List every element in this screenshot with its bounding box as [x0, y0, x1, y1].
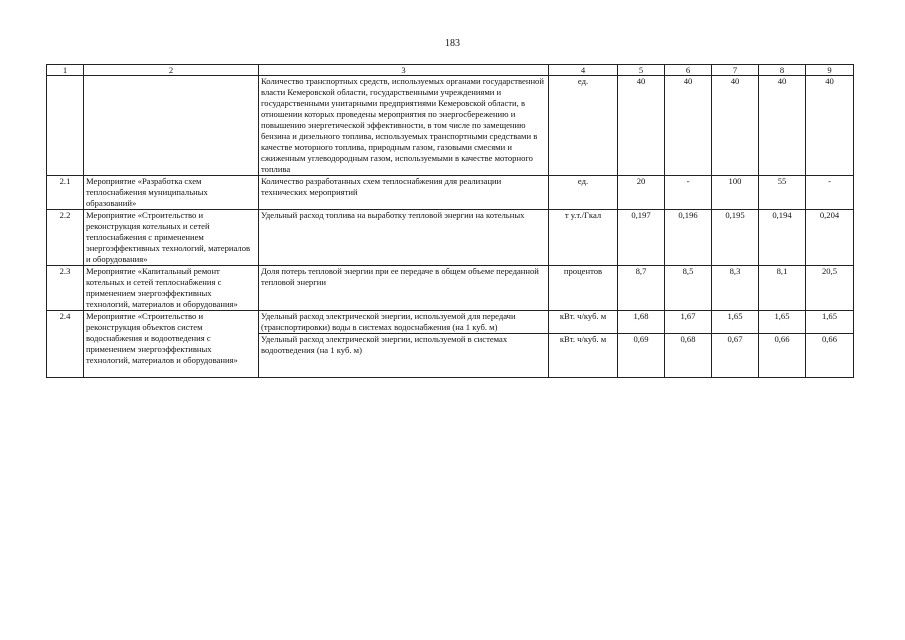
- table-row: [47, 176, 854, 210]
- row-number-cell: 2.4: [47, 311, 84, 378]
- column-header: 5: [618, 65, 665, 76]
- value-cell: -: [806, 176, 854, 210]
- value-cell: 1,65: [759, 311, 806, 334]
- column-header: 2: [84, 65, 259, 76]
- indicator-cell: Количество транспортных средств, используемых органами государственной власти Кемеровской области, государственными учреждениями и государственными унитарными предприятиями Кемеровской области, в отношении которых проведены мероприятия по энергосбережению и повышению энергетической эффективности, в том числе по замещению бензина и дизельного топлива, используемых транспортными средствами в качестве моторного топлива, природным газом, газовыми смесями и сжиженным углеводородным газом, используемыми в качестве моторного топлива: [259, 76, 549, 176]
- value-cell: 40: [618, 76, 665, 176]
- value-cell: 0,68: [665, 334, 712, 378]
- measure-cell: Мероприятие «Разработка схем теплоснабжения муниципальных образований»: [84, 176, 259, 210]
- measure-cell: Мероприятие «Капитальный ремонт котельных и сетей теплоснабжения с применением энергоэффективных технологий, материалов и оборудования»: [84, 266, 259, 311]
- column-header: 7: [712, 65, 759, 76]
- value-cell: 0,204: [806, 210, 854, 266]
- table-row: [47, 266, 854, 311]
- value-cell: 100: [712, 176, 759, 210]
- unit-cell: т у.т./Гкал: [549, 210, 618, 266]
- value-cell: 20: [618, 176, 665, 210]
- value-cell: 8,3: [712, 266, 759, 311]
- value-cell: 40: [806, 76, 854, 176]
- value-cell: 40: [712, 76, 759, 176]
- column-header: 4: [549, 65, 618, 76]
- row-number-cell: [47, 76, 84, 176]
- value-cell: 20,5: [806, 266, 854, 311]
- unit-cell: ед.: [549, 76, 618, 176]
- column-header: 9: [806, 65, 854, 76]
- unit-cell: кВт. ч/куб. м: [549, 311, 618, 334]
- value-cell: 8,1: [759, 266, 806, 311]
- measure-cell: Мероприятие «Строительство и реконструкция объектов систем водоснабжения и водоотведения с применением энергоэффективных технологий, материалов и оборудования»: [84, 311, 259, 378]
- value-cell: 1,67: [665, 311, 712, 334]
- table-row: [47, 311, 854, 334]
- table-row: [47, 76, 854, 176]
- value-cell: 1,65: [806, 311, 854, 334]
- value-cell: 0,196: [665, 210, 712, 266]
- unit-cell: кВт. ч/куб. м: [549, 334, 618, 378]
- row-number-cell: 2.3: [47, 266, 84, 311]
- table-row: [47, 210, 854, 266]
- indicator-cell: Доля потерь тепловой энергии при ее передаче в общем объеме переданной тепловой энергии: [259, 266, 549, 311]
- value-cell: 8,5: [665, 266, 712, 311]
- value-cell: 0,197: [618, 210, 665, 266]
- value-cell: 55: [759, 176, 806, 210]
- indicator-cell: Количество разработанных схем теплоснабжения для реализации технических мероприятий: [259, 176, 549, 210]
- value-cell: 0,195: [712, 210, 759, 266]
- column-header: 6: [665, 65, 712, 76]
- column-header: 3: [259, 65, 549, 76]
- value-cell: 0,69: [618, 334, 665, 378]
- value-cell: 0,66: [759, 334, 806, 378]
- value-cell: 0,194: [759, 210, 806, 266]
- page-number: 183: [445, 38, 460, 49]
- column-header: 1: [47, 65, 84, 76]
- unit-cell: процентов: [549, 266, 618, 311]
- column-header: 8: [759, 65, 806, 76]
- value-cell: 40: [759, 76, 806, 176]
- unit-cell: ед.: [549, 176, 618, 210]
- value-cell: 1,65: [712, 311, 759, 334]
- value-cell: 8,7: [618, 266, 665, 311]
- row-number-cell: 2.1: [47, 176, 84, 210]
- value-cell: -: [665, 176, 712, 210]
- indicator-cell: Удельный расход топлива на выработку тепловой энергии на котельных: [259, 210, 549, 266]
- row-number-cell: 2.2: [47, 210, 84, 266]
- measure-cell: [84, 76, 259, 176]
- value-cell: 0,66: [806, 334, 854, 378]
- measure-cell: Мероприятие «Строительство и реконструкция котельных и сетей теплоснабжения с применением энергоэффективных технологий, материалов и оборудования»: [84, 210, 259, 266]
- value-cell: 1,68: [618, 311, 665, 334]
- column-number-row: [47, 65, 854, 76]
- indicator-cell: Удельный расход электрической энергии, используемой в системах водоотведения (на 1 куб. м): [259, 334, 549, 378]
- value-cell: 40: [665, 76, 712, 176]
- indicators-table: [46, 64, 854, 378]
- indicator-cell: Удельный расход электрической энергии, используемой для передачи (транспортировки) воды в системах водоснабжения (на 1 куб. м): [259, 311, 549, 334]
- value-cell: 0,67: [712, 334, 759, 378]
